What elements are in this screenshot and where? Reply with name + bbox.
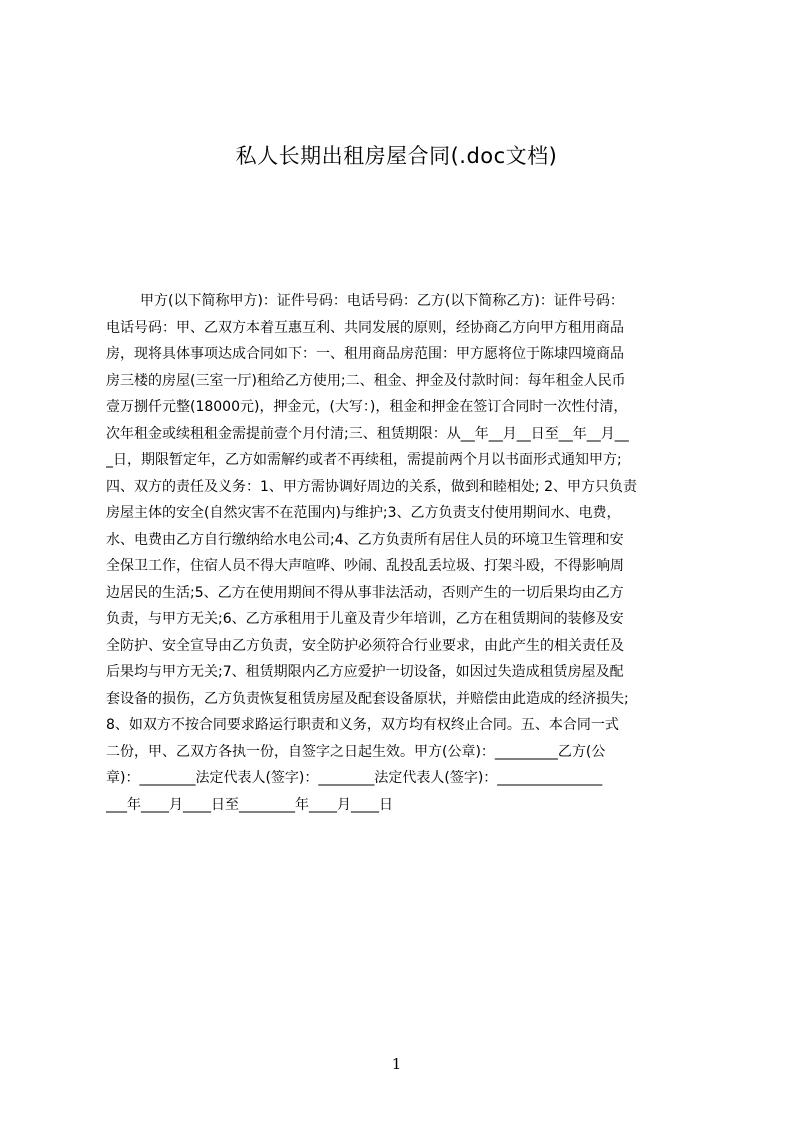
body-line: 全防护、安全宣导由乙方负责，安全防护必须符合行业要求，由此产生的相关责任及 [106,637,624,654]
body-line: 甲方(以下简称甲方)：证件号码：电话号码：乙方(以下简称乙方)：证件号码： [140,293,624,309]
body-line: 8、如双方不按合同要求路运行职责和义务，双方均有权终止合同。五、本合同一式 [106,717,619,733]
body-line: 边居民的生活;5、乙方在使用期间不得从事非法活动，否则产生的一切后果均由乙方 [106,584,624,601]
body-line: 章)：________法定代表人(签字)：________法定代表人(签字)：_______________ [106,770,603,786]
body-line: 电话号码：甲、乙双方本着互惠互利、共同发展的原则，经协商乙方向甲方租用商品 [106,319,624,336]
body-line: 四、双方的责任及义务：1、甲方需协调好周边的关系，做到和睦相处; 2、甲方只负责 [106,478,637,495]
body-line: 后果均与甲方无关;7、租赁期限内乙方应爱护一切设备，如因过失造成租赁房屋及配 [106,664,624,680]
body-line: 房，现将具体事项达成合同如下：一、租用商品房范围：甲方愿将位于陈埭四境商品 [106,346,624,362]
body-line: 套设备的损伤，乙方负责恢复租赁房屋及配套设备原状，并赔偿由此造成的经济损失; [106,690,629,707]
body-line: 壹万捌仟元整(18000元)，押金元，(大写：)，租金和押金在签订合同时一次性付清， [106,399,628,415]
page-number: 1 [391,1055,402,1073]
body-line: 二份，甲、乙双方各执一份，自签字之日起生效。甲方(公章)：_________乙方(公 [106,743,606,760]
body-line: 房三楼的房屋(三室一厅)租给乙方使用;二、租金、押金及付款时间：每年租金人民币 [106,372,626,389]
body-line: 负责，与甲方无关;6、乙方承租用于儿童及青少年培训，乙方在租赁期间的装修及安 [106,611,624,627]
contract-body [106,288,698,828]
body-line: ___年____月____日至________年____月____日 [106,796,393,813]
document-title: 私人长期出租房屋合同(.doc文档) [235,144,558,168]
body-line: _日，期限暂定年，乙方如需解约或者不再续租，需提前两个月以书面形式通知甲方; [106,452,622,468]
body-line: 次年租金或续租租金需提前壹个月付清;三、租赁期限：从__年__月__日至__年__月__ [106,425,629,442]
body-line: 房屋主体的安全(自然灾害不在范围内)与维护;3、乙方负责支付使用期间水、电费， [106,505,621,521]
body-line: 全保卫工作，住宿人员不得大声喧哗、吵闹、乱投乱丢垃圾、打架斗殴，不得影响周 [106,558,624,574]
body-line: 水、电费由乙方自行缴纳给水电公司;4、乙方负责所有居住人员的环境卫生管理和安 [106,531,624,548]
